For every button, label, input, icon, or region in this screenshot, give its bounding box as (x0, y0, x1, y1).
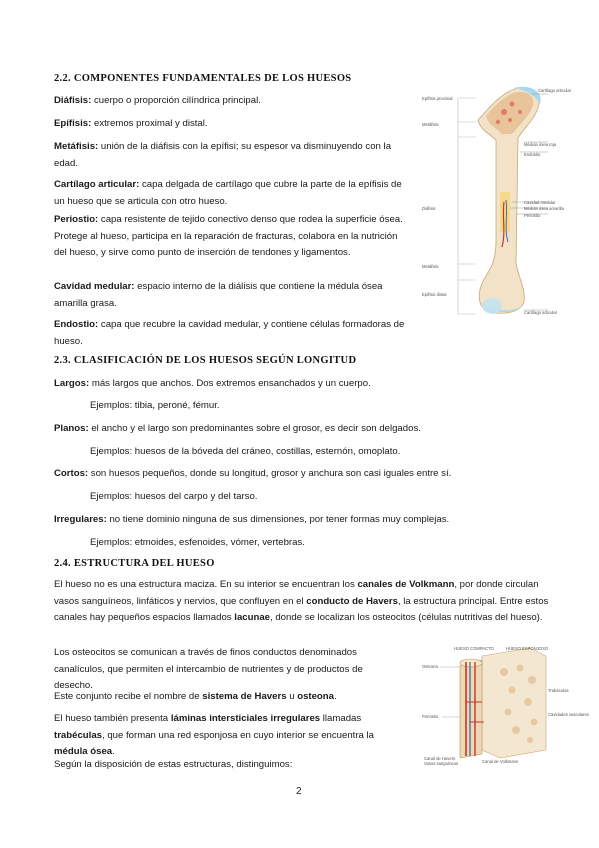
label-canal-havers: Canal de Havers (424, 756, 456, 761)
label-cavidades-vasculares: Cavidades vasculares (548, 712, 589, 717)
label-hueso-compacto: HUESO COMPACTO (454, 646, 494, 651)
haversian-system-diagram (420, 642, 589, 768)
section-2-2-heading: 2.2. COMPONENTES FUNDAMENTALES DE LOS HUESOS (54, 73, 352, 84)
label-canal-volkmann: Canal de Volkmann (482, 759, 519, 764)
def-periostio: Periostio: capa resistente de tejido conectivo denso que rodea la superficie ósea. Protege al hueso, participa en la reparación de fracturas, colabora en la nutrición del hueso, y sirve como punto de inserción de tendones y ligamentos. (54, 214, 403, 258)
label-epifisis-distal: Epífisis distal (422, 292, 447, 297)
paragraph-trabeculas: El hueso también presenta láminas intersticiales irregulares llamadas trabéculas, que forman una red esponjosa en cuyo interior se encuentra la médula ósea. (54, 713, 374, 757)
label-medula-roja: Médula ósea roja (524, 142, 557, 147)
paragraph-osteocitos: Los osteocitos se comunican a través de finos conductos denominados canalículos, que permiten el intercambio de nutrientes y de productos de desecho. (54, 647, 363, 691)
page-number: 2 (296, 786, 302, 797)
label-periostio: Periostio (524, 213, 541, 218)
def-epifisis: Epífisis: extremos proximal y distal. (54, 118, 208, 129)
section-2-3-heading: 2.3. CLASIFICACIÓN DE LOS HUESOS SEGÚN LONGITUD (54, 355, 357, 366)
label-diafisis: Diáfisis (422, 206, 436, 211)
example-cortos: Ejemplos: huesos del carpo y del tarso. (90, 491, 258, 502)
class-irregulares: Irregulares: no tiene dominio ninguna de sus dimensiones, por tener formas muy complejas. (54, 514, 450, 525)
def-cavidad: Cavidad medular: espacio interno de la diálisis que contiene la médula ósea amarilla grasa. (54, 281, 383, 309)
label-periostio-havers: Periostio (422, 714, 439, 719)
label-cartilago-top: Cartílago articular (538, 88, 572, 93)
label-osteona: Osteona (422, 664, 438, 669)
class-planos: Planos: el ancho y el largo son predominantes sobre el grosor, es decir son delgados. (54, 423, 421, 434)
label-epifisis-proximal: Epífisis proximal (422, 96, 453, 101)
label-metafisis-bottom: Metáfisis (422, 264, 439, 269)
label-trabeculas: Trabéculas (548, 688, 569, 693)
example-irregulares: Ejemplos: etmoides, esfenoides, vómer, vertebras. (90, 537, 305, 548)
example-largos: Ejemplos: tibia, peroné, fémur. (90, 400, 220, 411)
label-endostio: Endostio (524, 152, 541, 157)
paragraph-sistema-havers: Este conjunto recibe el nombre de sistema de Havers u osteona. (54, 691, 337, 702)
class-largos: Largos: más largos que anchos. Dos extremos ensanchados y un cuerpo. (54, 378, 371, 389)
paragraph-disposicion: Según la disposición de estas estructuras, distinguimos: (54, 759, 293, 770)
label-vasos-sanguineos: Vasos sanguíneos (424, 761, 459, 766)
def-cartilago: Cartílago articular: capa delgada de cartílago que cubre la parte de la epífisis de un hueso que se articula con otro hueso. (54, 179, 402, 207)
def-diafisis: Diáfisis: cuerpo o proporción cilíndrica principal. (54, 95, 261, 106)
label-cavidad-medular: Cavidad medular (524, 200, 556, 205)
example-planos: Ejemplos: huesos de la bóveda del cráneo, costillas, esternón, omoplato. (90, 446, 401, 457)
long-bone-diagram (420, 82, 570, 327)
paragraph-estructura: El hueso no es una estructura maciza. En su interior se encuentran los canales de Volkmann, por donde circulan vasos sanguíneos, linfáticos y nervios, que confluyen en el conducto de Havers, la estructura principal. Entre estos canales hay pequeños espacios llamados lacunae, donde se localizan los osteocitos (células nutritivas del hueso). (54, 579, 549, 623)
class-cortos: Cortos: son huesos pequeños, donde su longitud, grosor y anchura son casi iguales entre sí. (54, 468, 452, 479)
label-hueso-esponjoso: HUESO ESPONJOSO (506, 646, 549, 651)
def-endostio: Endostio: capa que recubre la cavidad medular, y contiene células formadoras de hueso. (54, 319, 405, 347)
label-cartilago-bottom: Cartílago articular (524, 310, 558, 315)
def-metafisis: Metáfisis: unión de la diáfisis con la epífisi; su espesor va disminuyendo con la edad. (54, 141, 392, 169)
section-2-4-heading: 2.4. ESTRUCTURA DEL HUESO (54, 558, 215, 569)
label-metafisis-top: Metáfisis (422, 122, 439, 127)
label-medula-amarilla: Médula ósea amarilla (524, 206, 564, 211)
